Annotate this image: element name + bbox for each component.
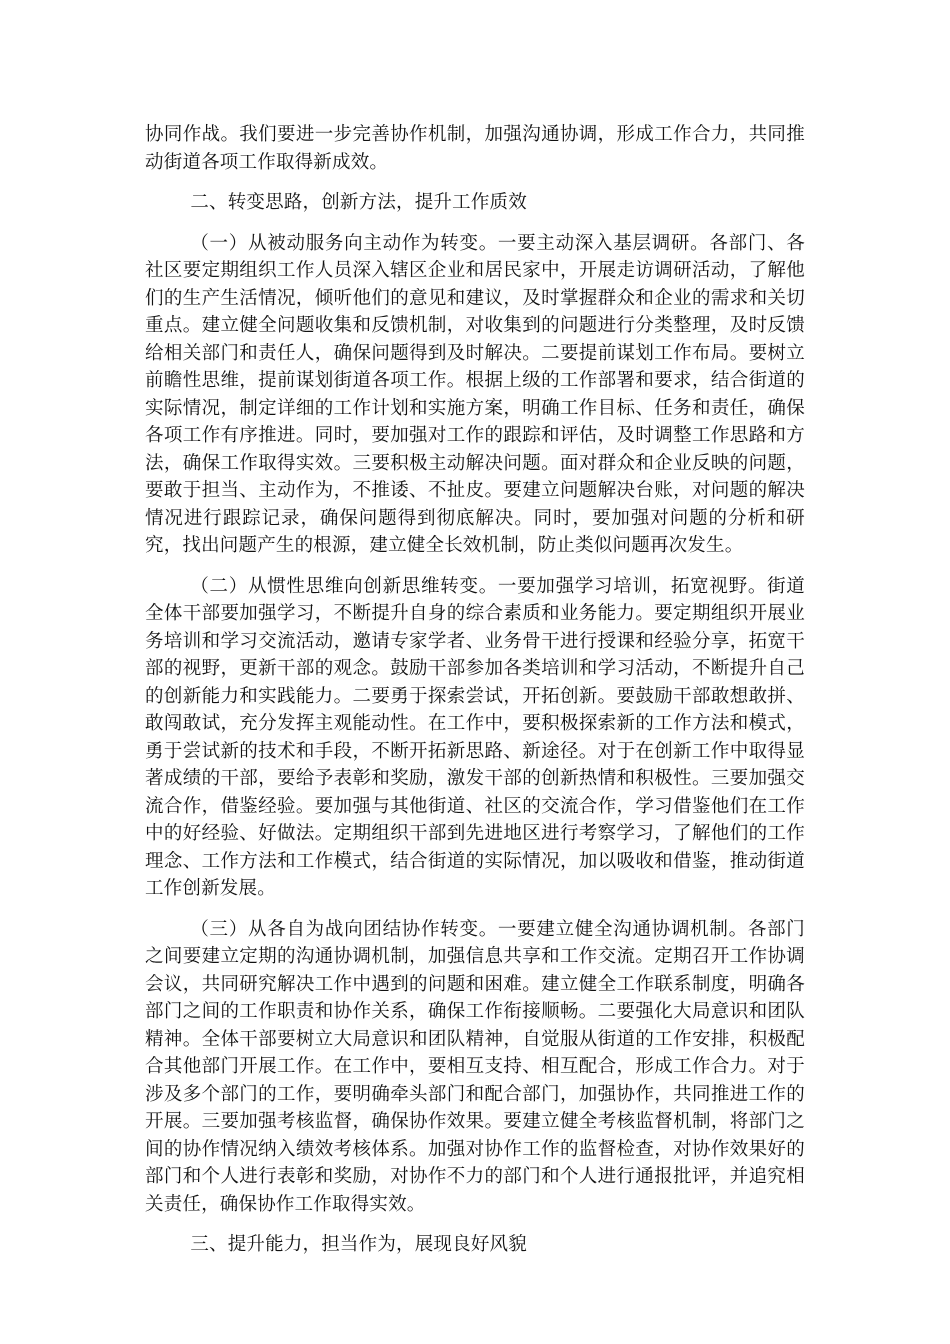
continuation-paragraph: 协同作战。我们要进一步完善协作机制，加强沟通协调，形成工作合力，共同推动街道各项工作取得新成效。 [145,124,805,173]
section-heading-2: 二、转变思路，创新方法，提升工作质效 [190,192,527,213]
body-paragraph-2-3: （三）从各自为战向团结协作转变。一要建立健全沟通协调机制。各部门之间要建立定期的沟通协调机制，加强信息共享和工作交流。定期召开工作协调会议，共同研究解决工作中遇到的问题和困难。建立健全工作联系制度，明确各部门之间的工作职责和协作关系，确保工作衔接顺畅。二要强化大局意识和团队精神。全体干部要树立大局意识和团队精神，自觉服从街道的工作安排，积极配合其他部门开展工作。在工作中，要相互支持、相互配合，形成工作合力。对于涉及多个部门的工作，要明确牵头部门和配合部门，加强协作，共同推进工作的开展。三要加强考核监督，确保协作效果。要建立健全考核监督机制，将部门之间的协作情况纳入绩效考核体系。加强对协作工作的监督检查，对协作效果好的部门和个人进行表彰和奖励，对协作不力的部门和个人进行通报批评，并追究相关责任，确保协作工作取得实效。 [145,918,805,1215]
body-paragraph-2-1: （一）从被动服务向主动作为转变。一要主动深入基层调研。各部门、各社区要定期组织工作人员深入辖区企业和居民家中，开展走访调研活动，了解他们的生产生活情况，倾听他们的意见和建议，及时掌握群众和企业的需求和关切重点。建立健全问题收集和反馈机制，对收集到的问题进行分类整理，及时反馈给相关部门和责任人，确保问题得到及时解决。二要提前谋划工作布局。要树立前瞻性思维，提前谋划街道各项工作。根据上级的工作部署和要求，结合街道的实际情况，制定详细的工作计划和实施方案，明确工作目标、任务和责任，确保各项工作有序推进。同时，要加强对工作的跟踪和评估，及时调整工作思路和方法，确保工作取得实效。三要积极主动解决问题。面对群众和企业反映的问题，要敢于担当、主动作为，不推诿、不扯皮。要建立问题解决台账，对问题的解决情况进行跟踪记录，确保问题得到彻底解决。同时，要加强对问题的分析和研究，找出问题产生的根源，建立健全长效机制，防止类似问题再次发生。 [145,232,805,556]
document-page [145,121,805,1272]
section-heading-3: 三、提升能力，担当作为，展现良好风貌 [190,1234,527,1255]
body-paragraph-2-2: （二）从惯性思维向创新思维转变。一要加强学习培训，拓宽视野。街道全体干部要加强学习，不断提升自身的综合素质和业务能力。要定期组织开展业务培训和学习交流活动，邀请专家学者、业务骨干进行授课和经验分享，拓宽干部的视野，更新干部的观念。鼓励干部参加各类培训和学习活动，不断提升自己的创新能力和实践能力。二要勇于探索尝试，开拓创新。要鼓励干部敢想敢拼、敢闯敢试，充分发挥主观能动性。在工作中，要积极探索新的工作方法和模式，勇于尝试新的技术和手段，不断开拓新思路、新途径。对于在创新工作中取得显著成绩的干部，要给予表彰和奖励，激发干部的创新热情和积极性。三要加强交流合作，借鉴经验。要加强与其他街道、社区的交流合作，学习借鉴他们在工作中的好经验、好做法。定期组织干部到先进地区进行考察学习，了解他们的工作理念、工作方法和工作模式，结合街道的实际情况，加以吸收和借鉴，推动街道工作创新发展。 [145,575,805,899]
